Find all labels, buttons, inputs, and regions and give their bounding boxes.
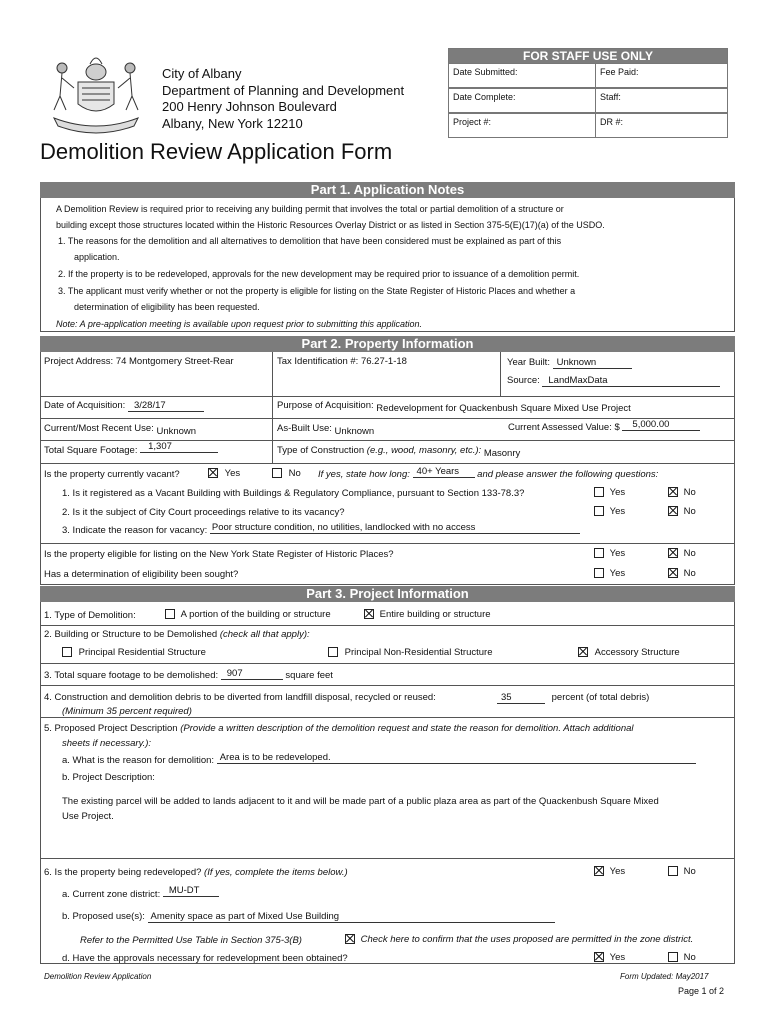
department-citystate: Albany, New York 12210 (162, 115, 303, 131)
confirm-uses-checkbox[interactable] (345, 934, 355, 944)
reason-field[interactable]: Area is to be redeveloped. (217, 752, 696, 764)
date-acquisition-field[interactable]: 3/28/17 (128, 400, 204, 412)
eligible-yes-checkbox[interactable] (594, 548, 604, 558)
footer-page-number: Page 1 of 2 (678, 986, 725, 996)
part1-intro-line2: building except those structures located within the Historic Resources Overlay District or as listed in Section 375-5(E)(17)(a) of the USDO. (56, 220, 605, 230)
part2-frame (40, 336, 735, 585)
city-seal-icon (40, 48, 152, 136)
approvals-yes-checkbox[interactable] (594, 952, 604, 962)
principal-res-checkbox[interactable] (62, 647, 72, 657)
building-demolished-hint: (check all that apply): (219, 629, 310, 640)
reason-label: a. What is the reason for demolition: (62, 755, 215, 766)
year-built-label: Year Built: (507, 357, 550, 368)
sqft-demolished-label: 3. Total square footage to be demolished: (44, 670, 219, 681)
approvals-no-label: No (683, 952, 696, 963)
q1-no-label: No (683, 487, 696, 498)
tax-id-field[interactable]: 76.27-1-18 (360, 356, 407, 367)
q2-no-checkbox[interactable] (668, 506, 678, 516)
assessed-value-label: Current Assessed Value: $ (508, 422, 620, 433)
accessory-checkbox[interactable] (578, 647, 588, 657)
debris-minimum-note: (Minimum 35 percent required) (62, 706, 192, 717)
vacant-yes-checkbox[interactable] (208, 468, 218, 478)
proposed-uses-field[interactable]: Amenity space as part of Mixed Use Building (148, 911, 555, 923)
how-long-field[interactable]: 40+ Years (413, 466, 475, 478)
how-long-label: If yes, state how long: (318, 469, 410, 480)
project-number-label: Project #: (453, 117, 492, 127)
staff-label: Staff: (600, 92, 621, 102)
answer-following-text: and please answer the following questions: (477, 469, 659, 480)
eligible-no-label: No (683, 548, 696, 559)
part1-item3-line2: determination of eligibility has been requested. (74, 302, 260, 312)
part3-title: Part 3. Project Information (40, 586, 735, 602)
part1-item3-line1: 3. The applicant must verify whether or not the property is eligible for listing on the State Register of Historic Places and whether a (58, 286, 576, 296)
determination-yes-checkbox[interactable] (594, 568, 604, 578)
footer-updated: Form Updated: May2017 (620, 972, 709, 981)
fee-paid-label: Fee Paid: (600, 67, 639, 77)
determination-no-label: No (683, 568, 696, 579)
entire-checkbox[interactable] (364, 609, 374, 619)
current-use-label: Current/Most Recent Use: (44, 423, 154, 434)
approvals-yes-label: Yes (609, 952, 626, 963)
approvals-no-checkbox[interactable] (668, 952, 678, 962)
construction-hint: (e.g., wood, masonry, etc.): (366, 445, 482, 456)
dr-number-label: DR #: (600, 117, 624, 127)
accessory-label: Accessory Structure (594, 647, 680, 658)
eligible-yes-label: Yes (609, 548, 626, 559)
determination-no-checkbox[interactable] (668, 568, 678, 578)
q2-yes-checkbox[interactable] (594, 506, 604, 516)
zone-district-field[interactable]: MU-DT (163, 885, 219, 897)
page-title: Demolition Review Application Form (40, 139, 393, 164)
staff-box-title: FOR STAFF USE ONLY (449, 49, 727, 64)
principal-nonres-label: Principal Non-Residential Structure (344, 647, 493, 658)
description-hint-line1: (Provide a written description of the demolition request and state the reason for demolition. Attach additional (180, 723, 634, 734)
description-hint-line2: sheets if necessary.): (62, 738, 152, 749)
asbuilt-field[interactable]: Unknown (334, 426, 375, 437)
square-feet-label: square feet (285, 670, 333, 681)
vacant-q2: 2. Is it the subject of City Court proceedings relative to its vacancy? (62, 507, 345, 518)
redevelopment-no-label: No (683, 866, 696, 877)
project-description-label: b. Project Description: (62, 772, 155, 783)
portion-label: A portion of the building or structure (180, 609, 331, 620)
redevelopment-no-checkbox[interactable] (668, 866, 678, 876)
project-description-line1: The existing parcel will be added to lands adjacent to it and will be made part of a public plaza area as part of the Quackenbush Square Mixed (62, 796, 659, 807)
permitted-use-reference: Refer to the Permitted Use Table in Section 375-3(B) (80, 935, 302, 946)
asbuilt-label: As-Built Use: (277, 423, 332, 434)
q2-no-label: No (683, 506, 696, 517)
total-sqft-label: Total Square Footage: (44, 445, 138, 456)
demolition-type-label: 1. Type of Demolition: (44, 610, 136, 621)
part2-title: Part 2. Property Information (40, 336, 735, 352)
redevelopment-yes-label: Yes (609, 866, 626, 877)
debris-unit-label: percent (of total debris) (551, 692, 650, 703)
footer-form-name: Demolition Review Application (44, 972, 152, 981)
year-built-field[interactable]: Unknown (553, 357, 632, 369)
redevelopment-hint: (If yes, complete the items below.) (204, 867, 348, 878)
department-name: Department of Planning and Development (162, 82, 405, 98)
description-label: 5. Proposed Project Description (44, 723, 178, 734)
determination-yes-label: Yes (609, 568, 626, 579)
vacant-no-checkbox[interactable] (272, 468, 282, 478)
part1-intro-line1: A Demolition Review is required prior to receiving any building permit that involves the total or partial demolition of a structure or (56, 204, 564, 214)
source-label: Source: (507, 375, 540, 386)
source-field[interactable]: LandMaxData (542, 375, 720, 387)
proposed-uses-label: b. Proposed use(s): (62, 911, 145, 922)
part1-item1-line2: application. (74, 252, 120, 262)
q1-yes-checkbox[interactable] (594, 487, 604, 497)
project-address-label: Project Address: (44, 356, 114, 367)
vacant-no-label: No (288, 468, 301, 479)
part1-note: Note: A pre-application meeting is available upon request prior to submitting this application. (56, 319, 423, 329)
sqft-demolished-field[interactable]: 907 (221, 668, 283, 680)
entire-label: Entire building or structure (379, 609, 491, 620)
redevelopment-question: 6. Is the property being redeveloped? (44, 867, 202, 878)
q1-yes-label: Yes (609, 487, 626, 498)
department-address: 200 Henry Johnson Boulevard (162, 99, 337, 114)
debris-field[interactable]: 35 (497, 692, 545, 704)
q1-no-checkbox[interactable] (668, 487, 678, 497)
principal-nonres-checkbox[interactable] (328, 647, 338, 657)
vacancy-reason-field[interactable]: Poor structure condition, no utilities, landlocked with no access (210, 522, 580, 534)
current-use-field[interactable]: Unknown (156, 426, 197, 437)
date-acquisition-label: Date of Acquisition: (44, 400, 126, 411)
portion-checkbox[interactable] (165, 609, 175, 619)
part1-title: Part 1. Application Notes (40, 182, 735, 198)
part1-item2: 2. If the property is to be redeveloped, approvals for the new development may be required prior to issuance of a demolition permit. (58, 269, 580, 279)
construction-label: Type of Construction (277, 445, 365, 456)
purpose-field[interactable]: Redevelopment for Quackenbush Square Mixed Use Project (376, 403, 631, 414)
tax-id-label: Tax Identification #: (277, 356, 359, 367)
vacant-question: Is the property currently vacant? (44, 469, 180, 480)
project-address-field[interactable]: 74 Montgomery Street-Rear (115, 356, 234, 367)
determination-question: Has a determination of eligibility been sought? (44, 569, 239, 580)
date-complete-label: Date Complete: (453, 92, 516, 102)
date-submitted-label: Date Submitted: (453, 67, 518, 77)
vacant-q3-label: 3. Indicate the reason for vacancy: (62, 525, 208, 536)
eligible-question: Is the property eligible for listing on the New York State Register of Historic Places? (44, 549, 394, 560)
total-sqft-field[interactable]: 1,307 (140, 441, 218, 453)
vacant-q1: 1. Is it registered as a Vacant Building with Buildings & Regulatory Compliance, pursuant to Section 133-78.3? (62, 488, 525, 499)
building-demolished-label: 2. Building or Structure to be Demolished (44, 629, 218, 640)
eligible-no-checkbox[interactable] (668, 548, 678, 558)
zone-district-label: a. Current zone district: (62, 889, 161, 900)
construction-field[interactable]: Masonry (483, 448, 521, 459)
q2-yes-label: Yes (609, 506, 626, 517)
redevelopment-yes-checkbox[interactable] (594, 866, 604, 876)
city-name: City of Albany (162, 66, 242, 81)
project-description-line2: Use Project. (62, 811, 114, 822)
principal-res-label: Principal Residential Structure (78, 647, 206, 658)
project-description-field[interactable] (62, 794, 730, 824)
confirm-uses-label: Check here to confirm that the uses proposed are permitted in the zone district. (360, 934, 694, 945)
debris-label: 4. Construction and demolition debris to be diverted from landfill disposal, recycled or reused: (44, 692, 436, 703)
purpose-label: Purpose of Acquisition: (277, 400, 374, 411)
assessed-value-field[interactable]: 5,000.00 (622, 419, 700, 431)
approvals-question: d. Have the approvals necessary for redevelopment been obtained? (62, 953, 348, 964)
vacant-yes-label: Yes (224, 468, 241, 479)
part1-item1-line1: 1. The reasons for the demolition and all alternatives to demolition that have been considered must be explained as part of this (58, 236, 562, 246)
